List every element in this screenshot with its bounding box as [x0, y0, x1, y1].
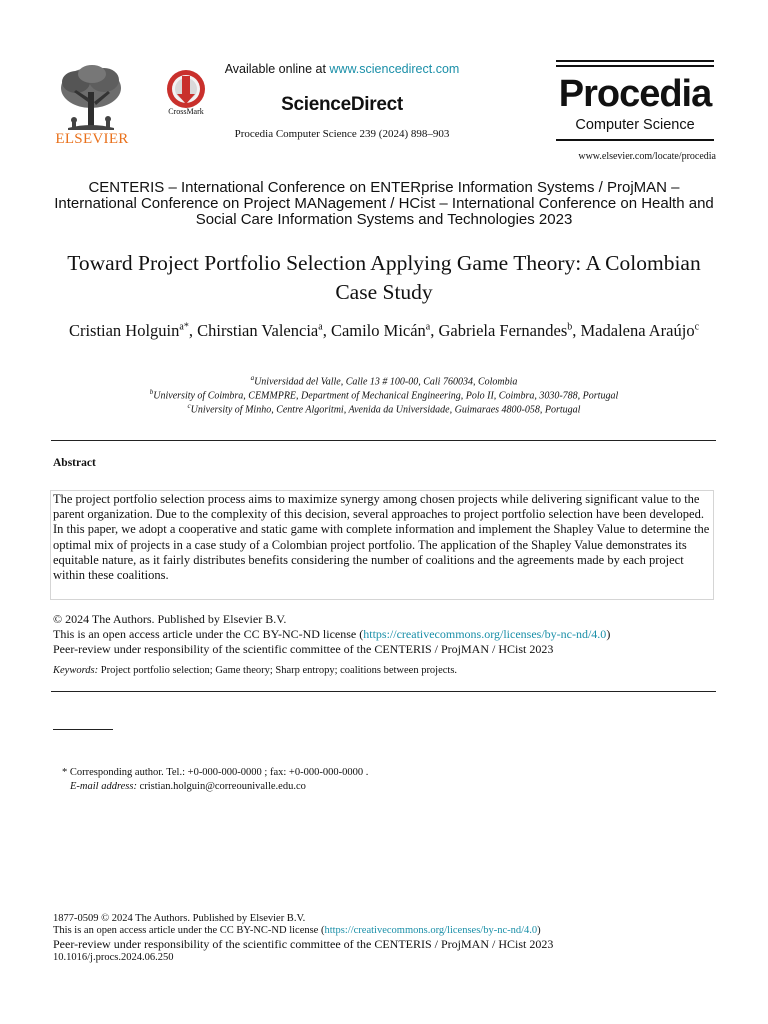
procedia-title: Procedia: [558, 73, 712, 115]
divider-bottom: [51, 691, 716, 692]
journal-reference: Procedia Computer Science 239 (2024) 898–903: [234, 128, 450, 140]
affiliation-b-text: University of Coimbra, CEMMPRE, Department of Mechanical Engineering, Polo II, Coimbra, 3030-788, Portugal: [153, 390, 619, 402]
doi-line[interactable]: 10.1016/j.procs.2024.06.250: [53, 952, 174, 963]
crossmark-label: CrossMark: [168, 107, 204, 116]
issn-line: 1877-0509 © 2024 The Authors. Published by Elsevier B.V.: [53, 913, 306, 924]
copyright-line: © 2024 The Authors. Published by Elsevier B.V.: [53, 612, 287, 626]
author: [197, 321, 331, 340]
procedia-rule-top-2: [556, 65, 714, 67]
article-title: Toward Project Portfolio Selection Applying Game Theory: A Colombian Case Study: [67, 251, 701, 304]
sciencedirect-brand: ScienceDirect: [281, 94, 403, 115]
abstract-text: The project portfolio selection process aims to maximize synergy among chosen projects while delivering significant value to the parent organization. Due to the complexity of this decision, several approaches to project portfolio selection have been developed. In this paper, we adopt a cooperative and static game with complete information and implement the Shapley Value to determine the optimal mix of projects in a case study of a Colombian project portfolio. The application of the Shapley Value demonstrates its equitable nature, as it fairly distributes benefits considering the number of coalitions and the agreements made by each project within these coalitions.: [53, 492, 710, 583]
available-online-line: [212, 62, 472, 76]
author-separator: ,: [430, 321, 439, 340]
available-online-prefix: Available online at: [224, 62, 330, 76]
author-affiliation-sup: c: [694, 321, 700, 333]
author: [331, 321, 439, 340]
cc-license-link[interactable]: https://creativecommons.org/licenses/by-nc-nd/4.0: [363, 627, 607, 641]
affiliation-c: [60, 400, 708, 416]
keywords-text: Project portfolio selection; Game theory; Sharp entropy; coalitions between projects.: [98, 665, 458, 676]
footer-peer-review-line: Peer-review under responsibility of the scientific committee of the CENTERIS / ProjMAN / HCist 2023: [53, 937, 554, 951]
procedia-rule-bottom: [556, 139, 714, 141]
author: [581, 321, 700, 340]
corresponding-author-note: * Corresponding author. Tel.: +0-000-000-0000 ; fax: +0-000-000-0000 .: [62, 767, 369, 778]
abstract-heading: Abstract: [53, 457, 96, 469]
affiliation-c-text: University of Minho, Centre Algoritmi, Avenida da Universidade, Guimaraes 4800-058, Portugal: [190, 404, 581, 416]
author-name: Gabriela Fernandes: [438, 321, 568, 340]
open-access-prefix: This is an open access article under the CC BY-NC-ND license (: [53, 627, 364, 641]
peer-review-line: Peer-review under responsibility of the scientific committee of the CENTERIS / ProjMAN / HCist 2023: [53, 642, 554, 656]
email-label: E-mail address:: [70, 781, 137, 792]
affiliation-a-text: Universidad del Valle, Calle 13 # 100-00, Cali 760034, Colombia: [254, 376, 518, 388]
author-name: Camilo Micán: [330, 321, 426, 340]
author-name: Chirstian Valencia: [197, 321, 319, 340]
footnote-rule: [53, 729, 113, 730]
open-access-line: [53, 627, 610, 642]
author-name: Cristian Holguin: [68, 321, 180, 340]
footer-cc-license-link[interactable]: https://creativecommons.org/licenses/by-nc-nd/4.0: [324, 925, 538, 936]
author-separator: ,: [322, 321, 331, 340]
author-separator: ,: [188, 321, 198, 340]
footer-open-access-line: [53, 925, 541, 937]
affiliation-b-sup: b: [149, 388, 154, 396]
keywords-line: [53, 665, 457, 676]
author-affiliation-sup: b: [567, 321, 573, 333]
keywords-label: Keywords:: [53, 665, 99, 676]
author-name: Madalena Araújo: [580, 321, 695, 340]
email-note: [70, 780, 306, 794]
author-affiliation-sup: a: [425, 321, 431, 333]
elsevier-wordmark: ELSEVIER: [55, 131, 129, 147]
footer-open-access-prefix: This is an open access article under the CC BY-NC-ND license (: [53, 925, 325, 936]
author-affiliation-sup: a: [318, 321, 323, 333]
footer-open-access-suffix: ): [537, 925, 541, 936]
author-separator: ,: [572, 321, 581, 340]
procedia-subtitle: Computer Science: [575, 117, 695, 133]
affiliation-a-sup: a: [250, 374, 255, 382]
elsevier-locate-url[interactable]: www.elsevier.com/locate/procedia: [578, 151, 716, 162]
divider-top: [51, 440, 716, 441]
conference-banner: CENTERIS – International Conference on ENTERprise Information Systems / ProjMAN – International Conference on Project MANagement / HCist – International Conference on Health and Social Care Information Systems and Technologies 2023: [54, 179, 714, 228]
procedia-rule-top: [556, 60, 714, 62]
author-list: [50, 320, 718, 341]
author: [439, 321, 581, 340]
sciencedirect-link[interactable]: www.sciencedirect.com: [329, 62, 460, 76]
open-access-suffix: ): [606, 627, 611, 641]
affiliation-c-sup: c: [187, 402, 191, 410]
email-address[interactable]: cristian.holguin@correounivalle.edu.co: [136, 781, 306, 792]
author: [69, 321, 197, 340]
author-affiliation-sup: a*: [179, 321, 189, 333]
